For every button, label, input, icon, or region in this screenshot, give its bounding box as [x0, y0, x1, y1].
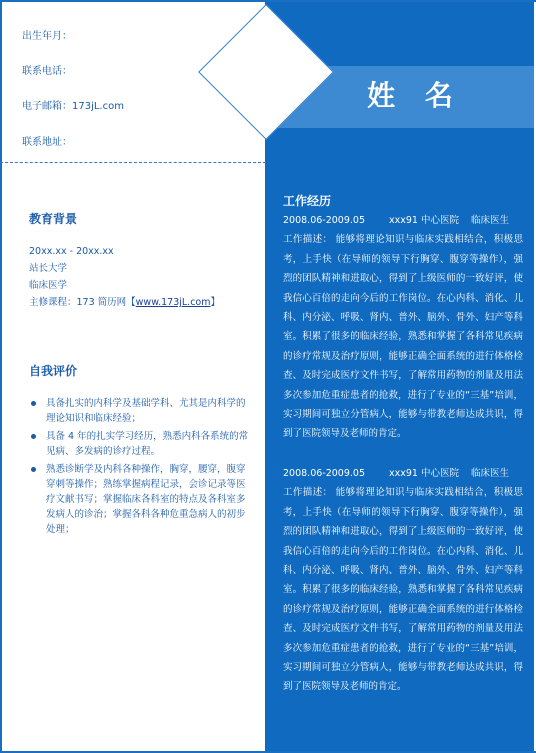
job-description: 工作描述： 能够将理论知识与临床实践相结合，积极思考，上手快（在导师的领导下行胸穿、腹穿等操作），强烈的团队精神和进取心，得到了上级医师的一致好评，使我信心百倍的走向今后的工作岗位。在心内科、消化、儿科、内分泌、呼吸、肾内、普外、脑外、骨外、妇产等科室。积累了很多的临床经验，熟悉和掌握了各科常见疾病的诊疗常规及治疗原则，能够正确全面系统的进行体格检查、及时完成医疗文件书写，了解常用药物的剂量及用法多次参加危重症患者的抢救，进行了专业的“三基”培训，实习期间可独立分管病人，能够与带教老师达成共识，得到了医院领导及老师的肯定。 — [283, 487, 523, 693]
education-courses — [29, 296, 220, 309]
resume-name: 姓 名 — [367, 79, 463, 112]
self-evaluation-title: 自我评价 — [29, 364, 78, 378]
phone-label: 联系电话： — [22, 66, 72, 77]
list-item — [29, 429, 249, 459]
job-description: 工作描述： 能够将理论知识与临床实践相结合，积极思考，上手快（在导师的领导下行胸穿、腹穿等操作），强烈的团队精神和进取心，得到了上级医师的一致好评，使我信心百倍的走向今后的工作岗位。在心内科、消化、儿科、内分泌、呼吸、肾内、普外、脑外、骨外、妇产等科室。积累了很多的临床经验，熟悉和掌握了各科常见疾病的诊疗常规及治疗原则，能够正确全面系统的进行体格检查、及时完成医疗文件书写，了解常用药物的剂量及用法多次参加危重症患者的抢救，进行了专业的“三基”培训，实习期间可独立分管病人，能够与带教老师达成共识，得到了医院领导及老师的肯定。 — [283, 234, 523, 440]
job-entry — [283, 211, 523, 444]
education-title: 教育背景 — [29, 212, 78, 226]
bullet-icon — [31, 434, 36, 439]
job-header — [283, 464, 523, 483]
list-item-text: 具备扎实的内科学及基础学科、尤其是内科学的理论知识和临床经验； — [46, 398, 246, 424]
job-date: 2008.06-2009.05 — [283, 215, 365, 226]
job-header — [283, 211, 523, 230]
education-major: 临床医学 — [29, 280, 68, 291]
job-company: xxx91 中心医院 — [389, 215, 459, 226]
work-experience-title: 工作经历 — [283, 194, 332, 208]
job-company: xxx91 中心医院 — [389, 468, 459, 479]
job-role: 临床医生 — [471, 468, 510, 479]
education-school: 站长大学 — [29, 263, 68, 274]
address-label: 联系地址： — [22, 137, 72, 148]
education-period: 20xx.xx - 20xx.xx — [29, 246, 114, 257]
list-item — [29, 396, 249, 426]
courses-prefix: 主修课程：173 简历网【 — [29, 297, 136, 308]
website-link[interactable]: www.173jL.com — [135, 297, 211, 308]
list-item-text: 具备 4 年的扎实学习经历，熟悉内科各系统的常见病、多发病的诊疗过程。 — [46, 431, 249, 457]
courses-suffix: 】 — [210, 297, 221, 308]
self-evaluation-list — [29, 396, 249, 540]
list-item-text: 熟悉诊断学及内科各种操作，胸穿，腰穿，腹穿穿刺等操作；熟练掌握病程记录，会诊记录等医疗文献书写；掌握临床各科室的特点及各科室多发病人的诊治；掌握各科各种危重急病人的初步处理； — [46, 464, 246, 535]
job-date: 2008.06-2009.05 — [283, 468, 365, 479]
list-item — [29, 462, 249, 537]
email-label: 电子邮箱：173jL.com — [22, 101, 124, 112]
job-entry — [283, 464, 523, 697]
job-role: 临床医生 — [471, 215, 510, 226]
bullet-icon — [31, 401, 36, 406]
bullet-icon — [31, 467, 36, 472]
left-border — [0, 0, 2, 753]
birth-date-label: 出生年月： — [22, 31, 72, 42]
dashed-divider — [0, 162, 266, 163]
